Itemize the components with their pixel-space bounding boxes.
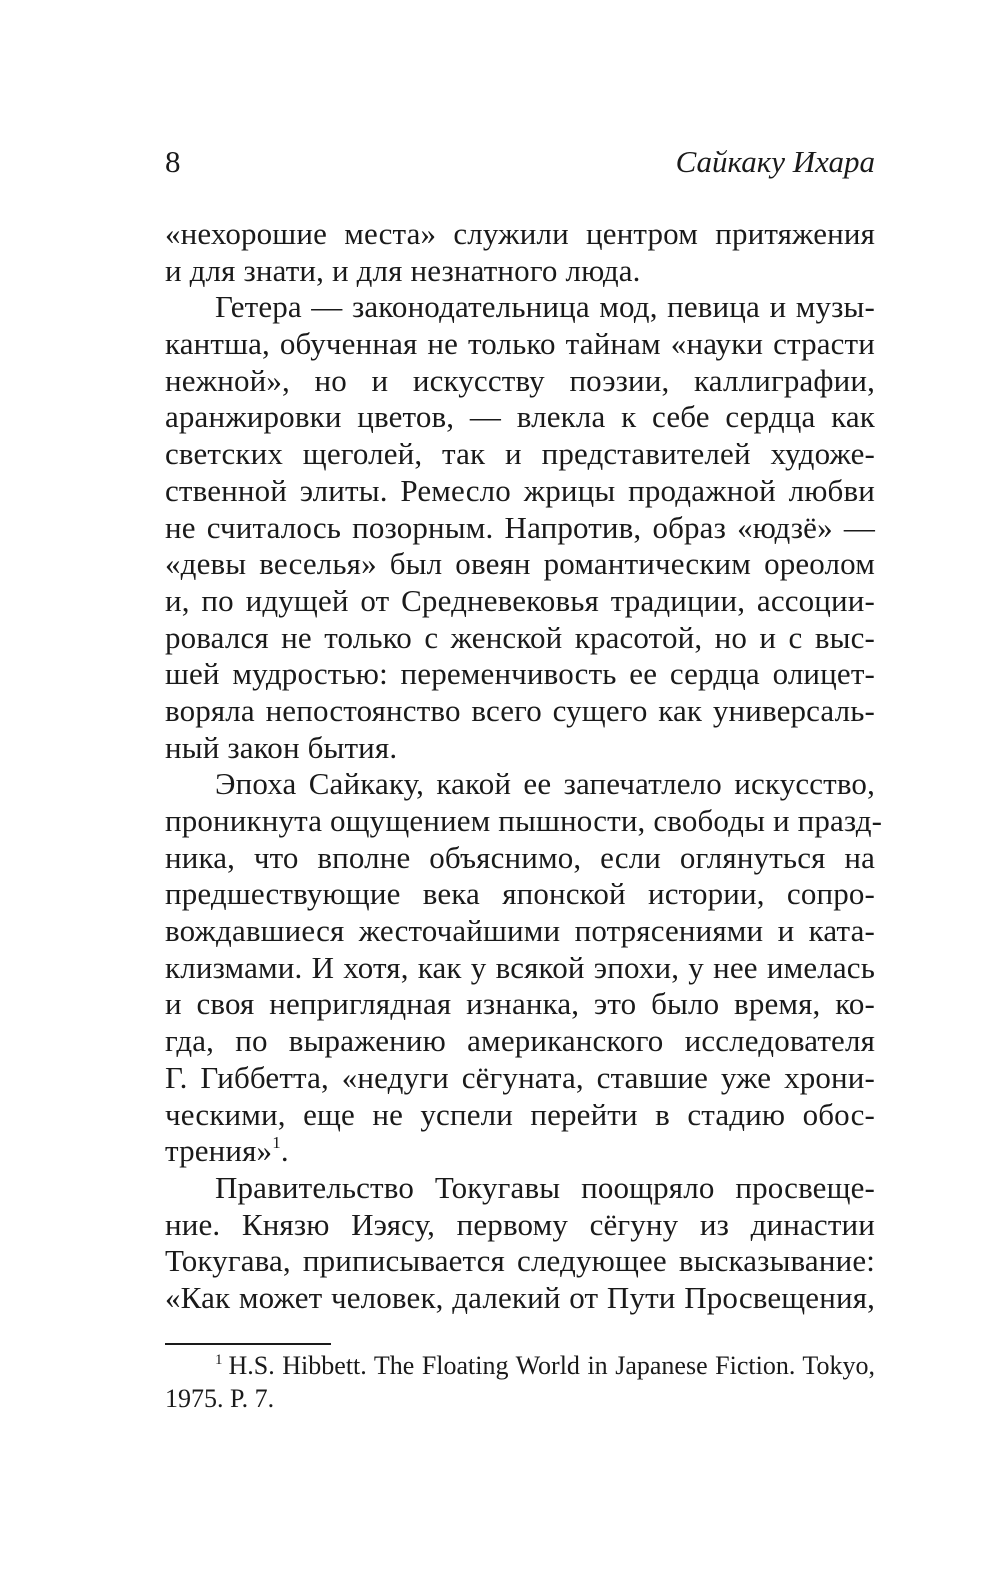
text-line: аранжировки цветов, — влекла к себе сердца как [165, 399, 875, 435]
text-line-with-footnote [165, 1133, 875, 1170]
text-line: ческими, еще не успели перейти в стадию обос- [165, 1096, 875, 1132]
text-line: ника, что вполне объяснимо, если оглянуться на [165, 839, 875, 875]
footnote-reference[interactable]: 1 [272, 1133, 281, 1153]
footnote-divider [165, 1343, 331, 1345]
text-line: нежной», но и искусству поэзии, каллиграфии, [165, 362, 875, 398]
text-line: вождавшиеся жесточайшими потрясениями и ката- [165, 913, 875, 949]
text-line: «нехорошие места» служили центром притяжения [165, 216, 875, 251]
text-line: и своя неприглядная изнанка, это было время, ко- [165, 986, 875, 1022]
text-line: предшествующие века японской истории, сопро- [165, 876, 875, 912]
text-line: клизмами. И хотя, как у всякой эпохи, у нее имелась [165, 949, 875, 985]
text-line: «девы веселья» был овеян романтическим ореолом [165, 546, 875, 582]
text-line: Г. Гиббетта, «недуги сёгуната, ставшие уже хрони- [165, 1059, 875, 1095]
running-header [165, 140, 875, 184]
body-text [165, 216, 883, 1317]
text-line: и, по идущей от Средневековья традиции, ассоции- [165, 582, 875, 618]
running-title: Сайкаку Ихара [675, 144, 875, 179]
text-line: Правительство Токугавы поощряло просвеще- [215, 1169, 875, 1205]
text-line: Эпоха Сайкаку, какой ее запечатлело искусство, [215, 766, 875, 802]
text-line: проникнута ощущением пышности, свободы и празд- [165, 803, 883, 838]
page-number: 8 [165, 144, 181, 179]
text-line: гда, по выражению американского исследователя [165, 1023, 875, 1059]
text-line: кантша, обученная не только тайнам «науки страсти [165, 326, 875, 362]
text-line: «Как может человек, далекий от Пути Просвещения, [165, 1279, 875, 1315]
text-fragment: . [280, 1133, 289, 1169]
text-line: шей мудростью: переменчивость ее сердца олицет- [165, 656, 875, 692]
footnote-text: H.S. Hibbett. The Floating World in Japanese Fiction. Tokyo, [228, 1351, 875, 1380]
text-line: не считалось позорным. Напротив, образ «юдзё» — [165, 509, 875, 545]
text-line: Токугава, приписывается следующее высказывание: [165, 1243, 875, 1279]
text-line: ный закон бытия. [165, 729, 398, 765]
text-fragment: трения» [165, 1133, 273, 1169]
footnote-line: 1975. P. 7. [165, 1384, 275, 1413]
text-line: воряла непостоянство всего сущего как универсаль- [165, 692, 875, 728]
footnote-line [165, 1349, 875, 1382]
text-line: ственной элиты. Ремесло жрицы продажной любви [165, 472, 875, 508]
text-line: ние. Князю Иэясу, первому сёгуну из династии [165, 1206, 875, 1242]
text-line: и для знати, и для незнатного люда. [165, 252, 641, 288]
text-line: ровался не только с женской красотой, но и с выс- [165, 619, 875, 655]
footnote-marker: 1 [215, 1352, 223, 1368]
text-line: Гетера — законодательница мод, певица и музы- [215, 289, 875, 325]
text-line: светских щеголей, так и представителей художе- [165, 436, 875, 472]
footnotes [165, 1349, 875, 1415]
